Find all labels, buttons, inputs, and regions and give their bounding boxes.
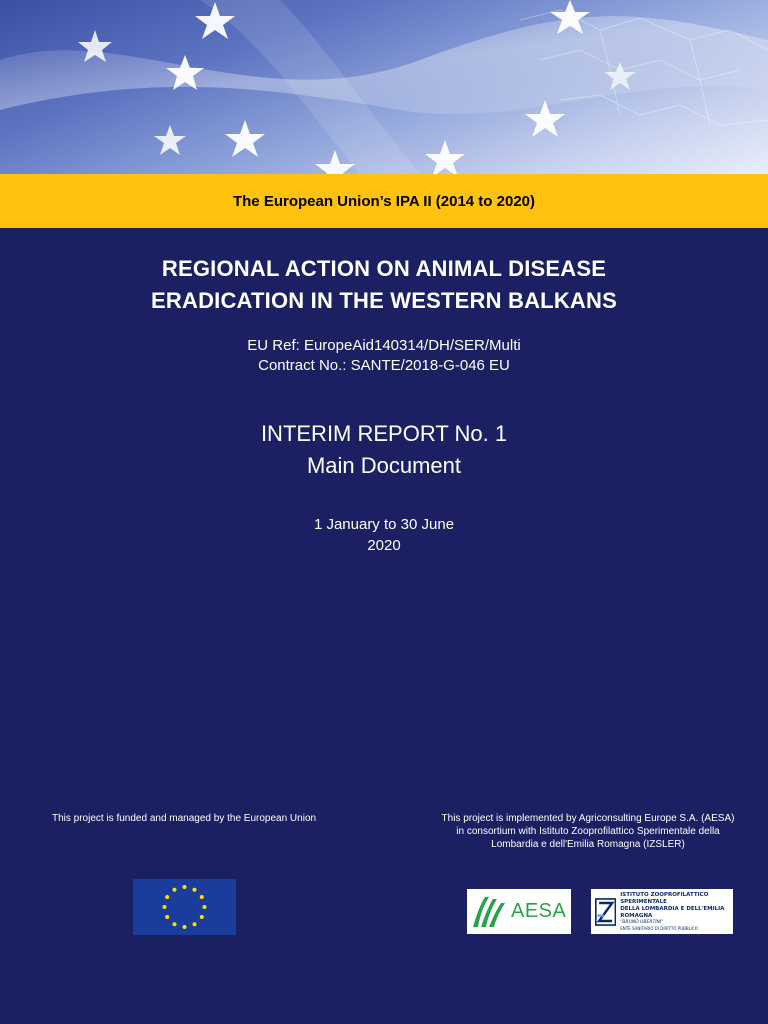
document-title [0,253,768,317]
eu-stars-icon [133,879,236,935]
aesa-leaf-icon [471,895,507,929]
implementation-statement: This project is implemented by Agriconsulting Europe S.A. (AESA) in consortium with Istituto Zooprofilattico Sperimentale della Lombardia e dell'Emilia Romagna (IZSLER) [441,813,735,850]
izsler-emblem-icon [595,895,616,929]
program-title: The European Union’s IPA II (2014 to 2020) [232,192,535,210]
period-range: 1 January to 30 June [313,516,455,533]
izsler-logo [591,889,733,934]
izsler-line-1: ISTITUTO ZOOPROFILATTICO SPERIMENTALE [620,891,709,905]
report-heading [0,418,768,482]
period-year: 2020 [367,537,401,554]
title-line-1: REGIONAL ACTION ON ANIMAL DISEASE [161,256,607,281]
report-period [0,514,768,556]
title-line-2: ERADICATION IN THE WESTERN BALKANS [151,288,617,313]
eu-reference: EU Ref: EuropeAid140314/DH/SER/Multi [247,337,521,354]
reference-block [0,336,768,376]
report-name: INTERIM REPORT No. 1 [260,421,508,446]
eu-flag-fabric-graphic [0,0,768,174]
program-band [0,174,768,228]
header-banner-image [0,0,768,174]
aesa-logo [467,889,571,934]
report-subtitle: Main Document [306,453,462,478]
izsler-line-4: ENTE SANITARIO DI DIRITTO PUBBLICO [620,925,698,931]
izsler-logo-text [620,892,733,932]
aesa-logo-text: AESA [511,900,567,922]
izsler-line-3: "BRUNO UBERTINI" [620,919,664,925]
funding-statement: This project is funded and managed by the European Union [52,813,317,824]
eu-flag-logo [133,879,236,935]
izsler-line-2: DELLA LOMBARDIA E DELL'EMILIA ROMAGNA [620,905,725,919]
contract-number: Contract No.: SANTE/2018-G-046 EU [258,357,510,374]
